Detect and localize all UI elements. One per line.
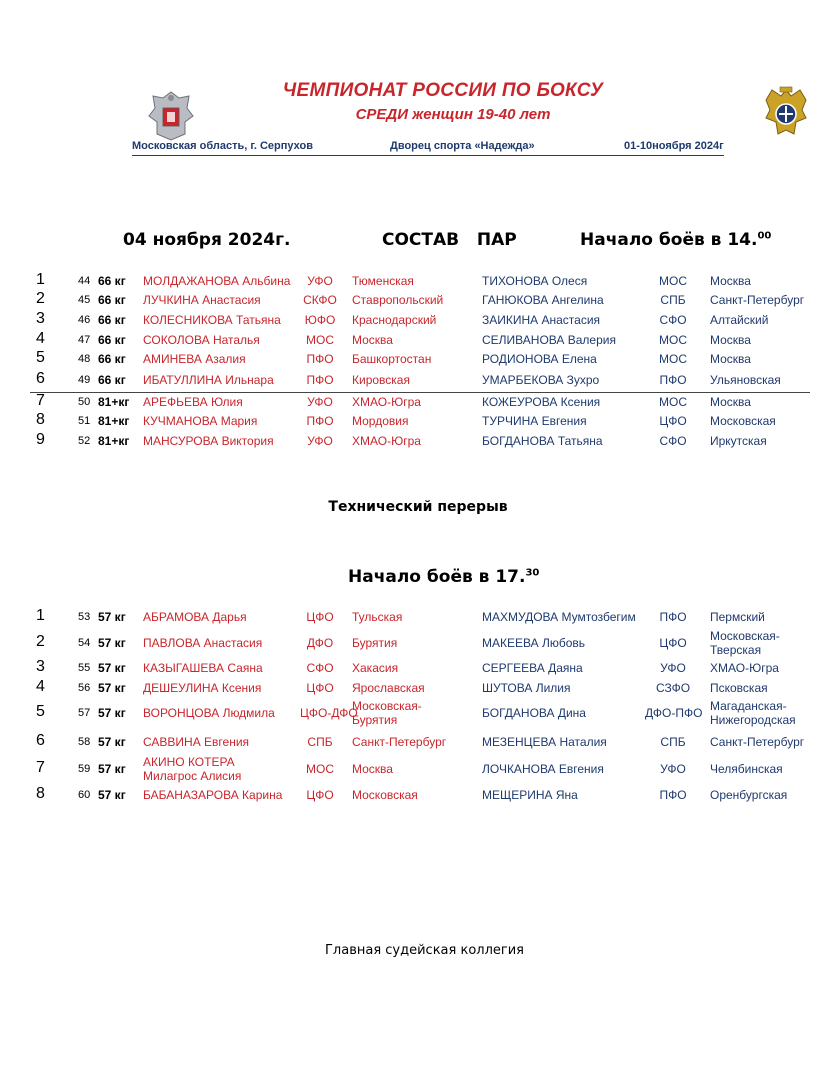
blue-corner-district: СФО <box>659 313 687 327</box>
bout-number: 55 <box>78 662 91 674</box>
blue-corner-region: Москва <box>710 352 751 366</box>
red-corner-name: ЛУЧКИНА Анастасия <box>143 293 261 307</box>
session2-start-text: Начало боёв в 17. <box>348 567 526 587</box>
red-corner-name: СОКОЛОВА Наталья <box>143 333 260 347</box>
dates-text: 01-10ноября 2024г <box>624 140 724 152</box>
bout-index: 7 <box>36 392 45 409</box>
session1-start <box>580 230 771 250</box>
blue-corner-region: Иркутская <box>710 434 767 448</box>
red-corner-region-line1: Московская- <box>352 699 422 713</box>
chief-judges-signature: Главная судейская коллегия <box>325 943 524 958</box>
weight-category: 66 кг <box>98 313 126 327</box>
blue-corner-name: СЕРГЕЕВА Даяна <box>482 661 583 675</box>
bout-number: 51 <box>78 415 91 427</box>
red-corner-name <box>143 755 241 783</box>
blue-corner-name: БОГДАНОВА Татьяна <box>482 434 603 448</box>
blue-corner-district: МОС <box>659 395 687 409</box>
red-corner-district: ПФО <box>306 352 334 366</box>
red-corner-region: Москва <box>352 333 393 347</box>
red-corner-district: ЦФО <box>306 681 334 695</box>
session-label: СОСТАВ ПАР <box>382 230 517 250</box>
weight-category: 66 кг <box>98 373 126 387</box>
red-corner-region <box>352 699 422 727</box>
blue-corner-name: ЗАИКИНА Анастасия <box>482 313 601 327</box>
blue-corner-name: ТИХОНОВА Олеся <box>482 274 588 288</box>
blue-corner-district: ЦФО <box>659 414 687 428</box>
blue-corner-region: Санкт-Петербург <box>710 293 805 307</box>
weight-category: 66 кг <box>98 352 126 366</box>
red-corner-name: БАБАНАЗАРОВА Карина <box>143 788 283 802</box>
blue-corner-name: ГАНЮКОВА Ангелина <box>482 293 604 307</box>
bout-index: 5 <box>36 703 45 720</box>
bout-number: 50 <box>78 396 91 408</box>
location-bar <box>132 140 724 156</box>
red-corner-name: КАЗЫГАШЕВА Саяна <box>143 661 263 675</box>
blue-corner-region: Ульяновская <box>710 373 781 387</box>
red-corner-district: СПБ <box>307 735 333 749</box>
weight-category: 57 кг <box>98 636 126 650</box>
bout-number: 54 <box>78 637 91 649</box>
bout-number: 49 <box>78 374 91 386</box>
blue-corner-name: УМАРБЕКОВА Зухро <box>482 373 600 387</box>
weight-category: 81+кг <box>98 395 130 409</box>
weight-category: 66 кг <box>98 274 126 288</box>
blue-corner-region: Москва <box>710 333 751 347</box>
red-corner-name: АБРАМОВА Дарья <box>143 610 247 624</box>
blue-corner-region <box>710 629 780 657</box>
red-corner-region: Краснодарский <box>352 313 437 327</box>
red-corner-district: ЦФО <box>306 610 334 624</box>
red-corner-region: Бурятия <box>352 636 398 650</box>
red-corner-region: Ярославская <box>352 681 425 695</box>
bout-index: 1 <box>36 271 45 288</box>
bout-number: 46 <box>78 314 91 326</box>
bout-number: 56 <box>78 682 91 694</box>
bout-index: 5 <box>36 349 45 366</box>
championship-subtitle: СРЕДИ женщин 19-40 лет <box>355 106 551 123</box>
bout-index: 6 <box>36 732 45 749</box>
weight-category: 66 кг <box>98 333 126 347</box>
blue-corner-region: Челябинская <box>710 762 783 776</box>
weight-category: 57 кг <box>98 735 126 749</box>
blue-corner-region: Алтайский <box>710 313 769 327</box>
red-corner-name: КУЧМАНОВА Мария <box>143 414 258 428</box>
blue-corner-district: СПБ <box>660 293 686 307</box>
red-corner-region: Мордовия <box>352 414 409 428</box>
bout-number: 59 <box>78 763 91 775</box>
blue-corner-region: Санкт-Петербург <box>710 735 805 749</box>
red-corner-name: ИБАТУЛЛИНА Ильнара <box>143 373 274 387</box>
red-corner-district: МОС <box>306 762 334 776</box>
weight-category: 57 кг <box>98 762 126 776</box>
bout-number: 45 <box>78 294 91 306</box>
blue-corner-district: МОС <box>659 352 687 366</box>
red-corner-name: АМИНЕВА Азалия <box>143 352 246 366</box>
blue-corner-region: Оренбургская <box>710 788 788 802</box>
blue-corner-name: МАХМУДОВА Мумтозбегим <box>482 610 636 624</box>
blue-corner-district: ДФО-ПФО <box>645 706 703 720</box>
red-corner-name: ДЕШЕУЛИНА Ксения <box>143 681 262 695</box>
red-corner-region: Московская <box>352 788 418 802</box>
red-corner-region: Башкортостан <box>352 352 432 366</box>
blue-corner-region: Москва <box>710 274 751 288</box>
blue-corner-district: МОС <box>659 333 687 347</box>
session1-start-text: Начало боёв в 14. <box>580 230 758 250</box>
weight-divider <box>30 392 810 393</box>
blue-corner-region <box>710 699 796 727</box>
red-corner-district: УФО <box>307 395 333 409</box>
red-corner-district: ПФО <box>306 414 334 428</box>
red-corner-district: ЦФО-ДФО <box>300 706 358 720</box>
blue-corner-district: ПФО <box>659 788 687 802</box>
bout-index: 3 <box>36 310 45 327</box>
red-corner-region: ХМАО-Югра <box>352 395 421 409</box>
technical-break-label: Технический перерыв <box>328 499 508 515</box>
weight-category: 57 кг <box>98 661 126 675</box>
red-corner-name-line1: АКИНО КОТЕРА <box>143 755 235 769</box>
blue-corner-name: МАКЕЕВА Любовь <box>482 636 585 650</box>
red-corner-district: МОС <box>306 333 334 347</box>
bout-number: 44 <box>78 275 91 287</box>
red-corner-region-line2: Бурятия <box>352 713 398 727</box>
bout-index: 2 <box>36 290 45 307</box>
blue-corner-region: Московская <box>710 414 776 428</box>
red-corner-district: ЮФО <box>304 313 336 327</box>
red-corner-region: Москва <box>352 762 393 776</box>
blue-corner-name: ТУРЧИНА Евгения <box>482 414 587 428</box>
red-corner-region: Санкт-Петербург <box>352 735 447 749</box>
blue-corner-name: СЕЛИВАНОВА Валерия <box>482 333 616 347</box>
blue-corner-region-line1: Московская- <box>710 629 780 643</box>
bout-index: 2 <box>36 633 45 650</box>
blue-corner-district: СЗФО <box>655 681 691 695</box>
blue-corner-district: УФО <box>660 762 686 776</box>
blue-corner-region-line2: Тверская <box>710 643 762 657</box>
blue-corner-district: УФО <box>660 661 686 675</box>
weight-category: 81+кг <box>98 434 130 448</box>
bout-number: 53 <box>78 611 91 623</box>
blue-corner-region: Пермский <box>710 610 765 624</box>
red-corner-region: Ставропольский <box>352 293 444 307</box>
weight-category: 57 кг <box>98 788 126 802</box>
blue-corner-name: КОЖЕУРОВА Ксения <box>482 395 601 409</box>
bout-index: 3 <box>36 658 45 675</box>
venue-text: Дворец спорта «Надежда» <box>390 140 535 152</box>
bout-index: 9 <box>36 431 45 448</box>
blue-corner-district: СПБ <box>660 735 686 749</box>
red-corner-name: ВОРОНЦОВА Людмила <box>143 706 275 720</box>
weight-category: 66 кг <box>98 293 126 307</box>
location-text: Московская область, г. Серпухов <box>132 140 313 152</box>
red-corner-district: УФО <box>307 274 333 288</box>
red-corner-region: Кировская <box>352 373 410 387</box>
red-corner-name: МАНСУРОВА Виктория <box>143 434 274 448</box>
red-corner-district: ДФО <box>306 636 334 650</box>
red-corner-district: СКФО <box>303 293 337 307</box>
bout-number: 52 <box>78 435 91 447</box>
weight-category: 57 кг <box>98 706 126 720</box>
blue-corner-region: ХМАО-Югра <box>710 661 779 675</box>
bout-number: 48 <box>78 353 91 365</box>
weight-category: 57 кг <box>98 681 126 695</box>
red-corner-name: МОЛДАЖАНОВА Альбина <box>143 274 291 288</box>
bout-index: 4 <box>36 330 45 347</box>
blue-corner-district: ПФО <box>659 373 687 387</box>
red-corner-region: ХМАО-Югра <box>352 434 421 448</box>
red-corner-district: ПФО <box>306 373 334 387</box>
bout-index: 4 <box>36 678 45 695</box>
red-corner-name-line2: Милагрос Алисия <box>143 769 242 783</box>
bout-index: 8 <box>36 785 45 802</box>
red-corner-name: КОЛЕСНИКОВА Татьяна <box>143 313 281 327</box>
championship-title: ЧЕМПИОНАТ РОССИИ ПО БОКСУ <box>282 80 604 101</box>
blue-corner-region: Псковская <box>710 681 768 695</box>
blue-corner-name: МЕЗЕНЦЕВА Наталия <box>482 735 607 749</box>
weight-category: 57 кг <box>98 610 126 624</box>
session-date: 04 ноября 2024г. <box>123 230 291 250</box>
session2-start <box>348 567 539 587</box>
bout-number: 47 <box>78 334 91 346</box>
blue-corner-name: МЕЩЕРИНА Яна <box>482 788 578 802</box>
blue-corner-region: Москва <box>710 395 751 409</box>
bout-index: 6 <box>36 370 45 387</box>
bout-index: 8 <box>36 411 45 428</box>
bout-number: 58 <box>78 736 91 748</box>
red-corner-region: Хакасия <box>352 661 399 675</box>
red-corner-region: Тульская <box>352 610 403 624</box>
blue-corner-region-line1: Магаданская- <box>710 699 787 713</box>
red-corner-name: САВВИНА Евгения <box>143 735 250 749</box>
red-corner-name: ПАВЛОВА Анастасия <box>143 636 263 650</box>
blue-corner-district: МОС <box>659 274 687 288</box>
bout-number: 57 <box>78 707 91 719</box>
session2-start-minutes: 30 <box>525 567 540 579</box>
bout-number: 60 <box>78 789 91 801</box>
blue-corner-name: БОГДАНОВА Дина <box>482 706 586 720</box>
session1-start-minutes: 00 <box>757 230 772 242</box>
weight-category: 81+кг <box>98 414 130 428</box>
bout-index: 7 <box>36 759 45 776</box>
red-corner-name: АРЕФЬЕВА Юлия <box>143 395 243 409</box>
bout-index: 1 <box>36 607 45 624</box>
blue-corner-name: РОДИОНОВА Елена <box>482 352 597 366</box>
blue-corner-district: ЦФО <box>659 636 687 650</box>
blue-corner-district: ПФО <box>659 610 687 624</box>
blue-corner-name: ЛОЧКАНОВА Евгения <box>482 762 604 776</box>
red-corner-district: СФО <box>306 661 334 675</box>
red-corner-region: Тюменская <box>352 274 414 288</box>
red-corner-district: ЦФО <box>306 788 334 802</box>
blue-corner-name: ШУТОВА Лилия <box>482 681 571 695</box>
blue-corner-region-line2: Нижегородская <box>710 713 796 727</box>
blue-corner-district: СФО <box>659 434 687 448</box>
red-corner-district: УФО <box>307 434 333 448</box>
